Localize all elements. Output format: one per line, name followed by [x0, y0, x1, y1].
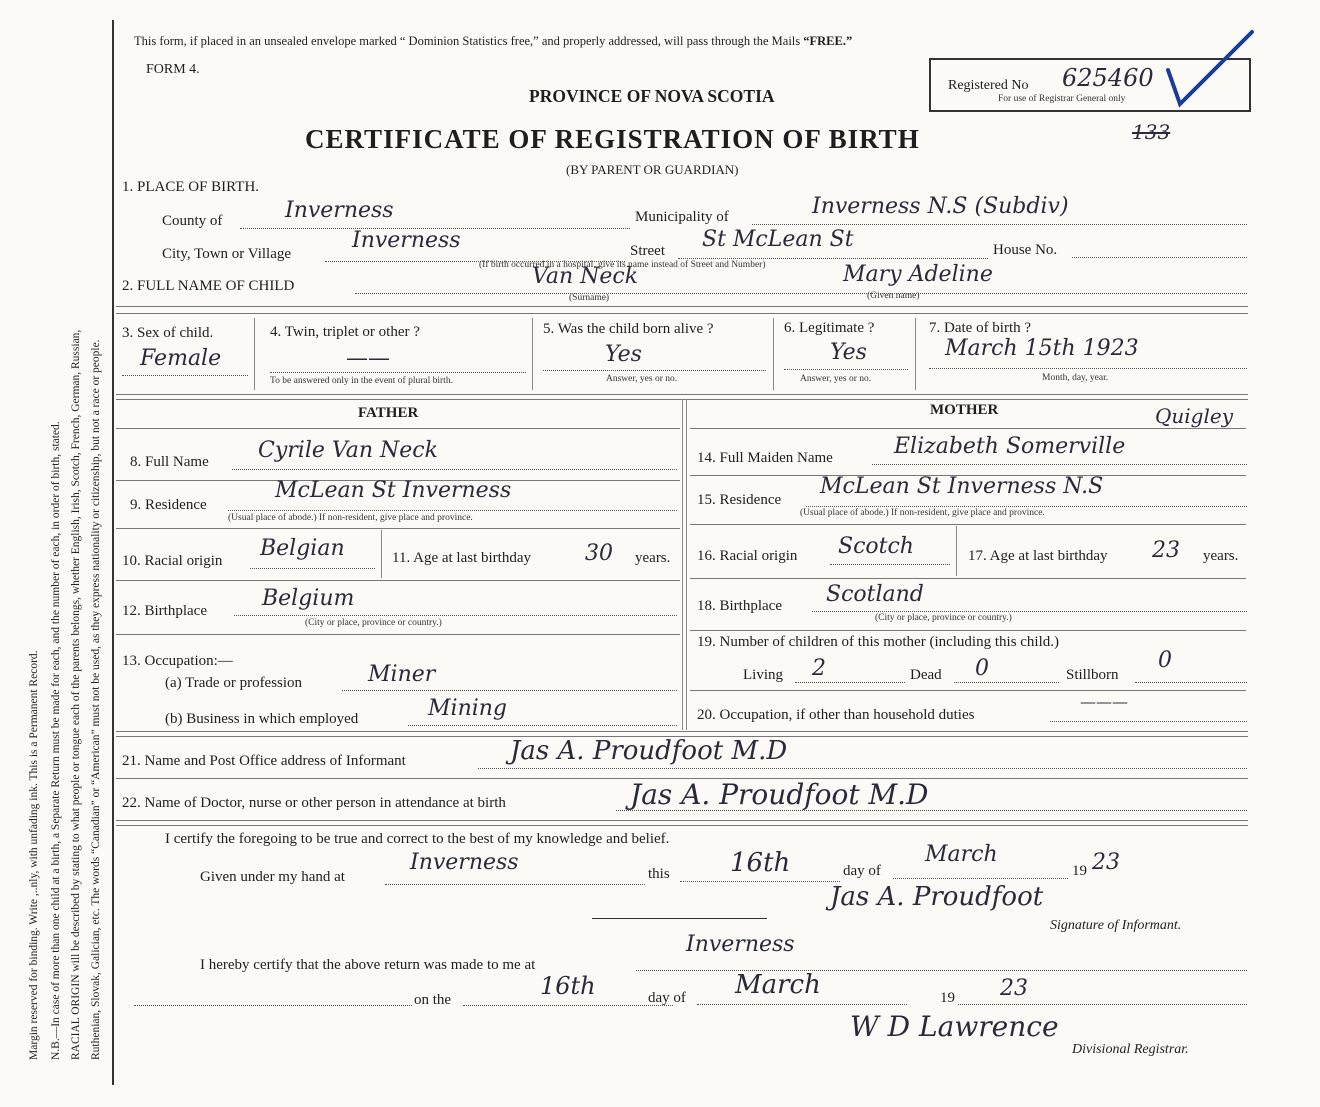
informant-value: Jas A. Proudfoot M.D	[510, 736, 788, 766]
mother-row-rule-4	[690, 630, 1246, 631]
year-prefix: 19	[1072, 863, 1087, 879]
day-of-label: day of	[843, 863, 881, 879]
stillborn-line	[1135, 682, 1247, 683]
sex-value: Female	[140, 346, 222, 371]
return-day-line	[463, 1005, 673, 1006]
father-row-rule-4	[116, 634, 680, 635]
father-residence-label: 9. Residence	[130, 497, 207, 513]
margin-rule	[112, 20, 114, 1085]
county-label: County of	[162, 213, 223, 229]
return-month-value: March	[735, 970, 821, 1000]
mother-birthplace-label: 18. Birthplace	[697, 598, 782, 614]
struck-number: 133	[1132, 120, 1171, 144]
mother-race-label: 16. Racial origin	[697, 548, 798, 564]
divider-7	[116, 820, 1248, 821]
living-value: 2	[812, 656, 826, 681]
registered-label: Registered No	[948, 78, 1029, 93]
dead-value: 0	[975, 656, 989, 681]
dob-note: Month, day, year.	[1042, 373, 1109, 383]
child-name-label: 2. FULL NAME OF CHILD	[122, 278, 295, 294]
father-residence-note: (Usual place of abode.) If non-resident, give place and province.	[228, 513, 473, 523]
postal-note	[134, 34, 852, 49]
mother-name-above: Quigley	[1155, 404, 1234, 428]
stillborn-label: Stillborn	[1066, 667, 1119, 683]
return-year-line	[958, 1004, 1247, 1005]
born-alive-line	[543, 370, 766, 371]
born-alive-note: Answer, yes or no.	[606, 374, 678, 384]
born-alive-label: 5. Was the child born alive ?	[543, 321, 714, 337]
legitimate-note: Answer, yes or no.	[800, 374, 872, 384]
mother-residence-line	[806, 506, 1247, 507]
return-month-line	[697, 1004, 907, 1005]
stillborn-value: 0	[1158, 648, 1172, 673]
legitimate-label: 6. Legitimate ?	[784, 320, 875, 336]
divider-2	[116, 313, 1248, 314]
mother-birthplace-value: Scotland	[826, 582, 924, 607]
page-title: CERTIFICATE OF REGISTRATION OF BIRTH	[305, 124, 920, 154]
month-line	[893, 878, 1068, 879]
father-trade-line	[342, 690, 677, 691]
col-divider-6	[915, 318, 916, 390]
mother-heading-rule	[690, 428, 1246, 429]
on-the-lead-line	[134, 1005, 412, 1006]
sex-label: 3. Sex of child.	[122, 325, 214, 341]
father-name-label: 8. Full Name	[130, 454, 209, 470]
mother-residence-value: McLean St Inverness N.S	[820, 474, 1104, 499]
informant-label: 21. Name and Post Office address of Informant	[122, 753, 406, 769]
hospital-note: (If birth occurred in a hospital, give its name instead of Street and Number)	[479, 260, 766, 270]
children-count-label: 19. Number of children of this mother (including this child.)	[697, 634, 1060, 650]
mother-row-rule-3	[690, 578, 1246, 579]
month-value: March	[925, 842, 998, 867]
municipality-value: Inverness N.S (Subdiv)	[812, 194, 1069, 219]
return-day-value: 16th	[540, 972, 596, 1000]
place-of-birth-heading: 1. PLACE OF BIRTH.	[122, 179, 260, 195]
mother-occupation-value: ———	[1080, 692, 1128, 711]
father-birthplace-label: 12. Birthplace	[122, 603, 207, 619]
father-name-line	[232, 469, 677, 470]
father-race-line	[250, 568, 375, 569]
father-occupation-label: 13. Occupation:—	[122, 653, 233, 669]
city-label: City, Town or Village	[162, 246, 292, 262]
divider-3	[116, 394, 1248, 395]
father-row-rule-2	[116, 528, 680, 529]
legitimate-line	[784, 369, 908, 370]
signature-label: Signature of Informant.	[1050, 918, 1182, 933]
dob-label: 7. Date of birth ?	[929, 320, 1032, 336]
father-age-label: 11. Age at last birthday	[392, 550, 531, 566]
parent-divider-2	[686, 399, 687, 730]
dob-line	[929, 368, 1247, 369]
return-place-value: Inverness	[686, 932, 795, 957]
mother-heading: MOTHER	[930, 402, 999, 418]
return-day-of-label: day of	[648, 990, 686, 1006]
municipality-label: Municipality of	[635, 209, 729, 225]
registered-number: 625460	[1062, 64, 1154, 92]
child-given-value: Mary Adeline	[843, 262, 993, 287]
mother-name-line	[872, 464, 1247, 465]
father-race-value: Belgian	[260, 536, 345, 561]
legitimate-value: Yes	[830, 340, 867, 365]
given-place-line	[385, 884, 645, 885]
mother-race-divider	[956, 526, 957, 576]
street-value: St McLean St	[702, 227, 854, 252]
mother-age-years: years.	[1203, 548, 1239, 564]
twin-value: ——	[346, 346, 390, 371]
father-row-rule-3	[116, 580, 680, 581]
father-birthplace-line	[234, 615, 677, 616]
father-heading: FATHER	[358, 405, 419, 421]
mother-residence-note: (Usual place of abode.) If non-resident, give place and province.	[800, 508, 1045, 518]
sex-line	[122, 375, 248, 376]
return-place-line	[636, 970, 1247, 971]
twin-line	[270, 372, 526, 373]
living-line	[795, 682, 905, 683]
mother-race-value: Scotch	[838, 534, 914, 559]
father-residence-value: McLean St Inverness	[275, 478, 512, 503]
father-race-label: 10. Racial origin	[122, 553, 223, 569]
mother-name-value: Elizabeth Somerville	[894, 434, 1126, 459]
county-value: Inverness	[285, 198, 394, 223]
mother-birthplace-note: (City or place, province or country.)	[875, 613, 1012, 623]
return-year-prefix: 19	[940, 990, 955, 1006]
certify-text: I certify the foregoing to be true and correct to the best of my knowledge and belief.	[165, 831, 670, 847]
father-business-label: (b) Business in which employed	[165, 711, 359, 727]
registrar-label: Divisional Registrar.	[1072, 1042, 1189, 1057]
margin-note-multiple-births: N.B.—In case of more than one child at a birth, a Separate Return must be made for each, and the number of each, in order of birth, stated.	[50, 421, 62, 1060]
living-label: Living	[743, 667, 783, 683]
informant-line	[478, 768, 1247, 769]
street-line	[678, 258, 988, 259]
form-number: FORM 4.	[146, 62, 200, 77]
mother-race-line	[830, 564, 950, 565]
born-alive-value: Yes	[605, 342, 642, 367]
dead-line	[954, 682, 1059, 683]
col-divider-5	[773, 318, 774, 390]
page-subtitle: (BY PARENT OR GUARDIAN)	[566, 162, 739, 177]
postal-note-text: This form, if placed in an unsealed envelope marked “ Dominion Statistics free,” and properly addressed, will pass through the Mails	[134, 34, 801, 48]
father-birthplace-note: (City or place, province or country.)	[305, 618, 442, 628]
day-line	[680, 881, 840, 882]
return-text: I hereby certify that the above return was made to me at	[200, 957, 536, 973]
surname-note: (Surname)	[569, 293, 610, 303]
mother-occupation-line	[1050, 721, 1247, 722]
father-age-years: years.	[635, 550, 671, 566]
father-age-value: 30	[585, 541, 613, 566]
father-trade-value: Miner	[368, 662, 436, 687]
mother-age-value: 23	[1152, 538, 1180, 563]
father-residence-line	[228, 510, 677, 511]
doctor-label: 22. Name of Doctor, nurse or other person in attendance at birth	[122, 795, 506, 811]
mother-occupation-label: 20. Occupation, if other than household duties	[697, 707, 975, 723]
signature-rule	[592, 918, 767, 919]
father-business-value: Mining	[428, 696, 508, 721]
given-under-label: Given under my hand at	[200, 869, 345, 885]
doctor-value: Jas A. Proudfoot M.D	[630, 778, 929, 811]
twin-label: 4. Twin, triplet or other ?	[270, 324, 420, 340]
city-value: Inverness	[352, 228, 461, 253]
mother-row-rule-5	[690, 690, 1246, 691]
parent-divider	[682, 399, 683, 730]
child-surname-value: Van Neck	[532, 264, 639, 289]
given-place-value: Inverness	[410, 850, 519, 875]
col-divider-4	[532, 318, 533, 390]
mother-residence-label: 15. Residence	[697, 492, 782, 508]
province-heading: PROVINCE OF NOVA SCOTIA	[529, 86, 775, 106]
mother-birthplace-line	[812, 611, 1247, 612]
margin-note-racial-origin-cont: Ruthenian, Slovak, Galician, etc. The words “Canadian” or “American” must not be used, as they express nationality or citizenship, but not a race or people.	[90, 339, 102, 1060]
return-year-value: 23	[1000, 976, 1028, 1001]
father-birthplace-value: Belgium	[262, 586, 355, 611]
father-heading-rule	[116, 428, 680, 429]
given-name-note: (Given name)	[867, 291, 920, 301]
divider-5	[116, 731, 1248, 732]
registrar-use-note: For use of Registrar General only	[998, 94, 1126, 104]
divider-8	[116, 825, 1248, 826]
father-name-value: Cyrile Van Neck	[258, 438, 438, 463]
twin-note: To be answered only in the event of plural birth.	[270, 376, 453, 386]
dob-value: March 15th 1923	[945, 336, 1139, 361]
registrar-signature: W D Lawrence	[850, 1010, 1059, 1043]
municipality-line	[752, 224, 1247, 225]
day-value: 16th	[730, 848, 791, 878]
street-label: Street	[630, 243, 665, 259]
house-no-line	[1072, 257, 1247, 258]
col-divider-3	[254, 318, 255, 390]
mother-age-label: 17. Age at last birthday	[968, 548, 1108, 564]
father-race-divider	[381, 530, 382, 578]
check-mark-icon	[1160, 28, 1260, 110]
father-trade-label: (a) Trade or profession	[165, 675, 303, 691]
house-no-label: House No.	[993, 242, 1058, 258]
margin-note-racial-origin: RACIAL ORIGIN will be described by stating to what people or tongue each of the parents belongs, whether English, Irish, Scotch, French, German, Russian,	[70, 329, 82, 1060]
child-name-line	[355, 293, 1247, 294]
margin-note-binding: Margin reserved for binding. Write ,..nly, with unfading ink. This is a Permanent Record.	[28, 650, 40, 1060]
mother-row-rule-2	[690, 524, 1246, 525]
father-business-line	[408, 725, 677, 726]
postal-free: “FREE.”	[803, 34, 853, 48]
this-label: this	[648, 866, 670, 882]
on-the-label: on the	[414, 992, 452, 1008]
mother-name-label: 14. Full Maiden Name	[697, 450, 833, 466]
dead-label: Dead	[910, 667, 942, 683]
informant-signature: Jas A. Proudfoot	[830, 882, 1044, 912]
year-value: 23	[1092, 850, 1120, 875]
divider-1	[116, 306, 1248, 307]
